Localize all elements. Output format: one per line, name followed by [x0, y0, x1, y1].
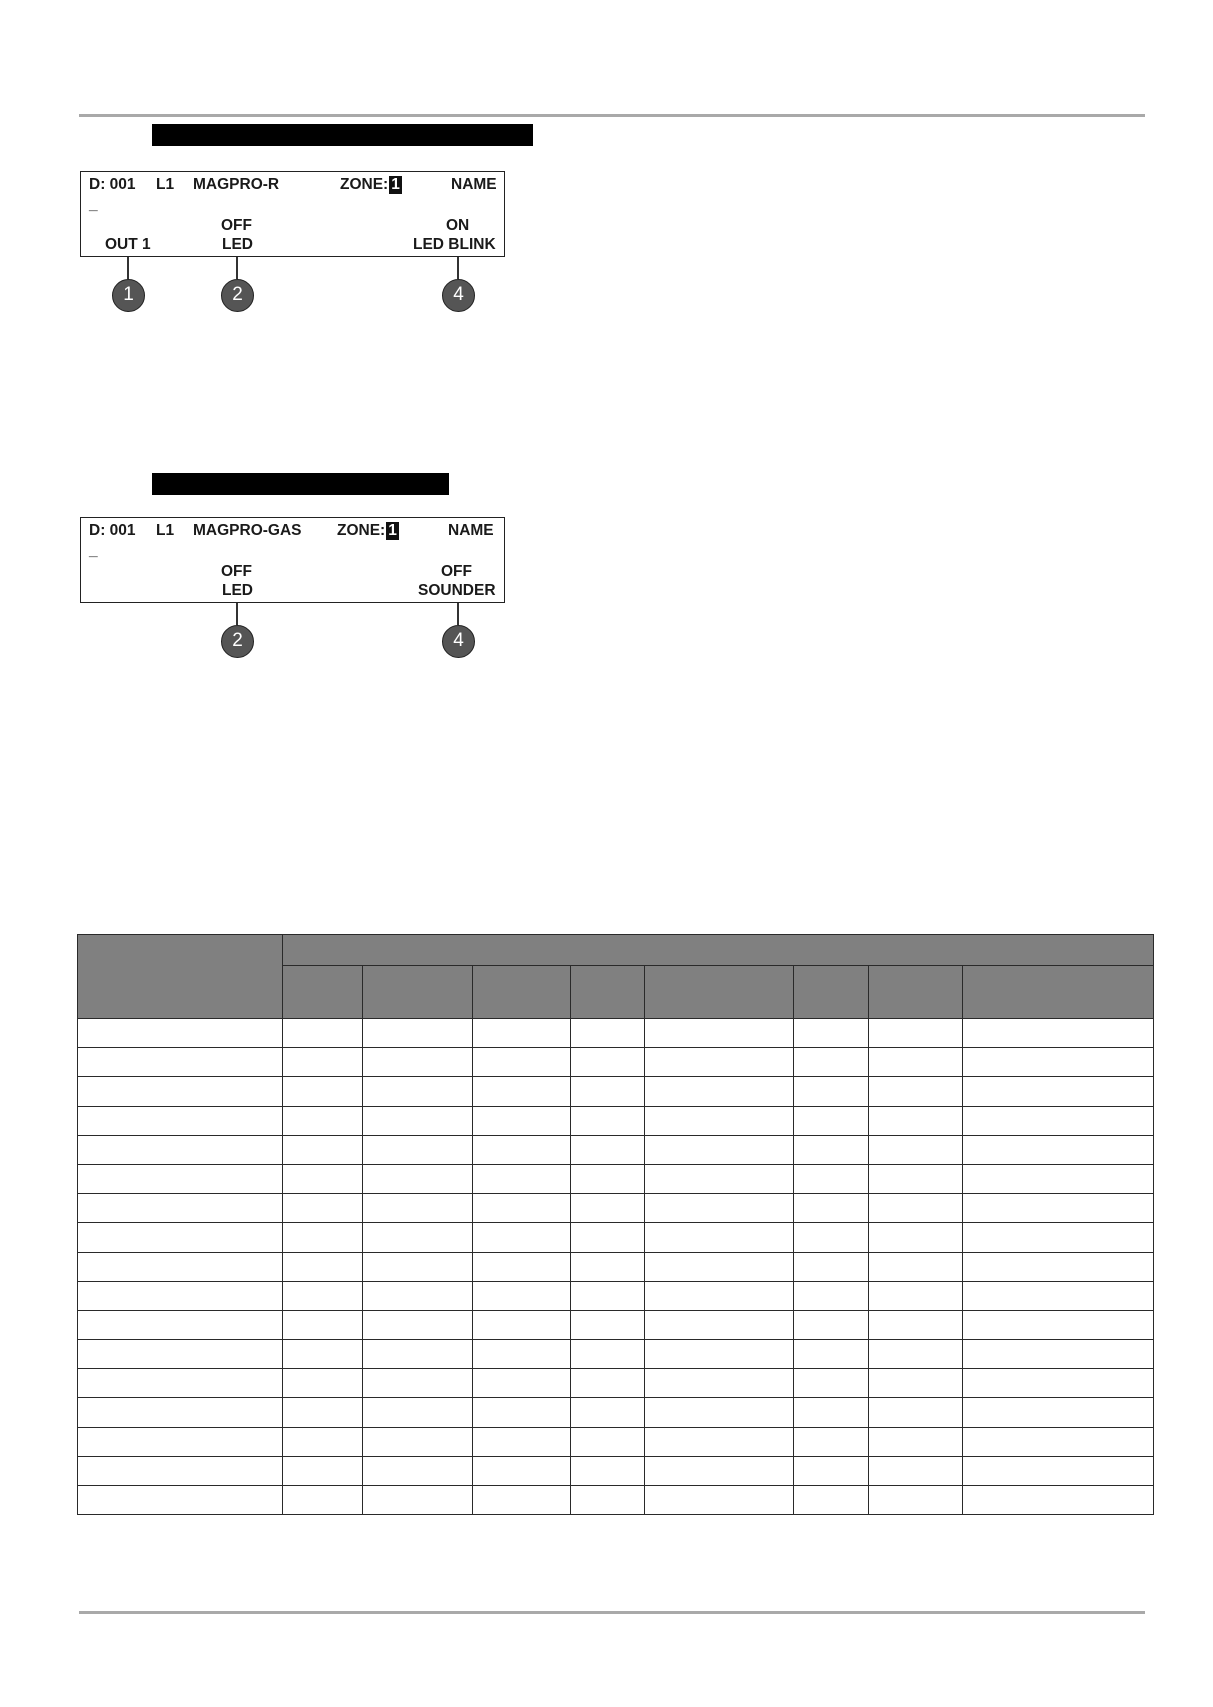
table-cell: [963, 1019, 1154, 1048]
table-cell: [363, 1486, 473, 1515]
table-cell: [645, 1369, 794, 1398]
table-cell: [283, 1486, 363, 1515]
callout-line-2: [236, 257, 238, 279]
table-cell: [963, 1164, 1154, 1193]
table-cell: [645, 1194, 794, 1223]
led-state: OFF: [221, 563, 252, 580]
table-cell: [963, 1340, 1154, 1369]
table-cell: [794, 1048, 869, 1077]
table-cell: [78, 1340, 283, 1369]
zone-field: [337, 522, 397, 540]
table-cell: [645, 1456, 794, 1485]
table-cell: [78, 1048, 283, 1077]
cursor: _: [89, 196, 98, 213]
name-label: NAME: [448, 522, 494, 539]
zone-label: ZONE:: [340, 176, 389, 193]
table-cell: [571, 1194, 645, 1223]
table-cell: [794, 1077, 869, 1106]
table-cell: [794, 1164, 869, 1193]
table-row: [78, 1369, 1154, 1398]
table-cell: [283, 1252, 363, 1281]
sounder-state: OFF: [441, 563, 472, 580]
header-cell: [571, 966, 645, 1019]
zone-value: 1: [388, 522, 397, 539]
table-cell: [869, 1223, 963, 1252]
table-cell: [571, 1340, 645, 1369]
table-cell: [283, 1019, 363, 1048]
table-cell: [78, 1135, 283, 1164]
device-address: D: 001: [89, 176, 136, 193]
table-cell: [869, 1194, 963, 1223]
table-cell: [963, 1077, 1154, 1106]
table-cell: [363, 1019, 473, 1048]
table-row: [78, 1340, 1154, 1369]
table-row: [78, 1398, 1154, 1427]
callout-4: 4: [442, 279, 475, 312]
table-cell: [869, 1019, 963, 1048]
device-model: MAGPRO-R: [193, 176, 280, 193]
table-cell: [363, 1194, 473, 1223]
table-cell: [794, 1135, 869, 1164]
table-cell: [363, 1048, 473, 1077]
table-cell: [78, 1223, 283, 1252]
table-cell: [363, 1223, 473, 1252]
table-row: [78, 1077, 1154, 1106]
callout-2: 2: [221, 625, 254, 658]
table-cell: [78, 1486, 283, 1515]
table-cell: [78, 1281, 283, 1310]
table-cell: [645, 1427, 794, 1456]
table-cell: [473, 1135, 571, 1164]
table-cell: [473, 1194, 571, 1223]
table-cell: [363, 1310, 473, 1339]
table-cell: [571, 1427, 645, 1456]
table-cell: [963, 1427, 1154, 1456]
table-cell: [794, 1340, 869, 1369]
blink-state: ON: [446, 217, 470, 234]
callout-2: 2: [221, 279, 254, 312]
table-cell: [794, 1019, 869, 1048]
table-cell: [794, 1427, 869, 1456]
table-cell: [794, 1223, 869, 1252]
table-cell: [571, 1310, 645, 1339]
table-row: [78, 1281, 1154, 1310]
table-cell: [473, 1252, 571, 1281]
table-cell: [363, 1252, 473, 1281]
table-cell: [363, 1427, 473, 1456]
table-cell: [473, 1340, 571, 1369]
table-cell: [963, 1310, 1154, 1339]
table-cell: [869, 1427, 963, 1456]
table-cell: [571, 1223, 645, 1252]
zone-field: [340, 176, 400, 194]
table-cell: [794, 1252, 869, 1281]
header-cell: [794, 966, 869, 1019]
table-cell: [869, 1135, 963, 1164]
table-cell: [363, 1135, 473, 1164]
table-cell: [645, 1310, 794, 1339]
table-cell: [78, 1398, 283, 1427]
name-label: NAME: [451, 176, 497, 193]
zone-value: 1: [391, 176, 400, 193]
table-cell: [283, 1194, 363, 1223]
table-cell: [645, 1281, 794, 1310]
table-cell: [645, 1398, 794, 1427]
table-cell: [571, 1019, 645, 1048]
table-cell: [283, 1135, 363, 1164]
header-cell: [283, 935, 1154, 966]
table-cell: [869, 1281, 963, 1310]
table-cell: [963, 1398, 1154, 1427]
led-label: LED: [222, 236, 253, 253]
table-cell: [363, 1106, 473, 1135]
table-cell: [473, 1456, 571, 1485]
table-cell: [473, 1398, 571, 1427]
callout-line-1: [127, 257, 129, 279]
table-cell: [363, 1077, 473, 1106]
table-cell: [794, 1281, 869, 1310]
led-blink-label: LED BLINK: [413, 236, 496, 253]
lcd-display-magpro-r: [80, 171, 505, 257]
table-body: [78, 1019, 1154, 1515]
table-cell: [869, 1486, 963, 1515]
table-cell: [645, 1486, 794, 1515]
callout-line-4: [457, 603, 459, 625]
zone-label: ZONE:: [337, 522, 386, 539]
table-cell: [283, 1106, 363, 1135]
table-cell: [78, 1310, 283, 1339]
table-cell: [78, 1194, 283, 1223]
table-cell: [78, 1019, 283, 1048]
table-cell: [473, 1019, 571, 1048]
table-cell: [283, 1048, 363, 1077]
table-cell: [645, 1135, 794, 1164]
table-cell: [283, 1369, 363, 1398]
table-cell: [283, 1164, 363, 1193]
table-cell: [473, 1223, 571, 1252]
table-cell: [78, 1456, 283, 1485]
table-cell: [283, 1456, 363, 1485]
header-cell: [963, 966, 1154, 1019]
table-cell: [571, 1486, 645, 1515]
table-cell: [283, 1077, 363, 1106]
table-row: [78, 1135, 1154, 1164]
table-cell: [283, 1281, 363, 1310]
table-cell: [645, 1019, 794, 1048]
table-cell: [794, 1398, 869, 1427]
table-cell: [78, 1164, 283, 1193]
table-row: [78, 1106, 1154, 1135]
table-cell: [645, 1340, 794, 1369]
table-cell: [794, 1106, 869, 1135]
table-cell: [571, 1135, 645, 1164]
header-cell: [363, 966, 473, 1019]
table-cell: [645, 1048, 794, 1077]
table-cell: [363, 1281, 473, 1310]
table-cell: [78, 1369, 283, 1398]
table-cell: [473, 1048, 571, 1077]
callout-line-4: [457, 257, 459, 279]
table-cell: [645, 1252, 794, 1281]
table-cell: [571, 1077, 645, 1106]
table-cell: [363, 1398, 473, 1427]
table-cell: [963, 1106, 1154, 1135]
table-cell: [363, 1369, 473, 1398]
loop-label: L1: [156, 522, 175, 539]
table-cell: [473, 1427, 571, 1456]
table-cell: [794, 1310, 869, 1339]
table-cell: [963, 1048, 1154, 1077]
table-cell: [869, 1369, 963, 1398]
led-label: LED: [222, 582, 253, 599]
loop-label: L1: [156, 176, 175, 193]
header-cell: [473, 966, 571, 1019]
table-cell: [571, 1048, 645, 1077]
table-cell: [869, 1456, 963, 1485]
table-row: [78, 1164, 1154, 1193]
table-cell: [571, 1106, 645, 1135]
led-state: OFF: [221, 217, 252, 234]
table-cell: [645, 1106, 794, 1135]
header-cell: [78, 935, 283, 1019]
table-cell: [283, 1223, 363, 1252]
table-cell: [963, 1281, 1154, 1310]
table-cell: [794, 1456, 869, 1485]
table-cell: [571, 1281, 645, 1310]
table-row: [78, 1019, 1154, 1048]
table-row: [78, 1310, 1154, 1339]
table-header-row: [78, 935, 1154, 966]
cursor: _: [89, 542, 98, 559]
table-cell: [283, 1340, 363, 1369]
table-cell: [645, 1164, 794, 1193]
table-cell: [869, 1252, 963, 1281]
table-cell: [963, 1456, 1154, 1485]
table-cell: [78, 1106, 283, 1135]
lcd-display-magpro-gas: [80, 517, 505, 603]
table-row: [78, 1223, 1154, 1252]
header-cell: [645, 966, 794, 1019]
table-row: [78, 1252, 1154, 1281]
header-cell: [869, 966, 963, 1019]
top-rule: [79, 114, 1145, 117]
table-cell: [363, 1340, 473, 1369]
table-cell: [473, 1281, 571, 1310]
bottom-rule: [79, 1611, 1145, 1614]
table-cell: [473, 1369, 571, 1398]
table-cell: [571, 1398, 645, 1427]
table-cell: [794, 1369, 869, 1398]
redacted-heading-1: [152, 124, 533, 146]
table-cell: [869, 1077, 963, 1106]
table-cell: [571, 1369, 645, 1398]
callout-4: 4: [442, 625, 475, 658]
table-cell: [78, 1252, 283, 1281]
table-cell: [473, 1077, 571, 1106]
device-address: D: 001: [89, 522, 136, 539]
table-cell: [473, 1106, 571, 1135]
table-cell: [473, 1486, 571, 1515]
table-cell: [869, 1340, 963, 1369]
callout-1: 1: [112, 279, 145, 312]
table-cell: [963, 1135, 1154, 1164]
table-cell: [363, 1164, 473, 1193]
table-cell: [869, 1310, 963, 1339]
table-cell: [869, 1164, 963, 1193]
table-cell: [794, 1486, 869, 1515]
device-model: MAGPRO-GAS: [193, 522, 302, 539]
table-cell: [645, 1077, 794, 1106]
redacted-heading-2: [152, 473, 449, 495]
table-cell: [963, 1252, 1154, 1281]
table-cell: [869, 1048, 963, 1077]
table-cell: [571, 1164, 645, 1193]
table-row: [78, 1194, 1154, 1223]
table-cell: [78, 1427, 283, 1456]
table-row: [78, 1048, 1154, 1077]
callout-line-2: [236, 603, 238, 625]
table-row: [78, 1486, 1154, 1515]
table-cell: [283, 1427, 363, 1456]
table-cell: [963, 1369, 1154, 1398]
table-cell: [869, 1106, 963, 1135]
table-cell: [794, 1194, 869, 1223]
settings-table: [77, 934, 1154, 1515]
table-cell: [963, 1223, 1154, 1252]
out-label: OUT 1: [105, 236, 151, 253]
table-row: [78, 1456, 1154, 1485]
header-cell: [283, 966, 363, 1019]
table-cell: [645, 1223, 794, 1252]
table-row: [78, 1427, 1154, 1456]
table-cell: [363, 1456, 473, 1485]
table-cell: [78, 1077, 283, 1106]
table-cell: [571, 1252, 645, 1281]
table-cell: [963, 1194, 1154, 1223]
table-cell: [571, 1456, 645, 1485]
sounder-label: SOUNDER: [418, 582, 496, 599]
table-cell: [869, 1398, 963, 1427]
table-cell: [473, 1310, 571, 1339]
table-cell: [963, 1486, 1154, 1515]
table-cell: [283, 1398, 363, 1427]
table-cell: [473, 1164, 571, 1193]
table-cell: [283, 1310, 363, 1339]
